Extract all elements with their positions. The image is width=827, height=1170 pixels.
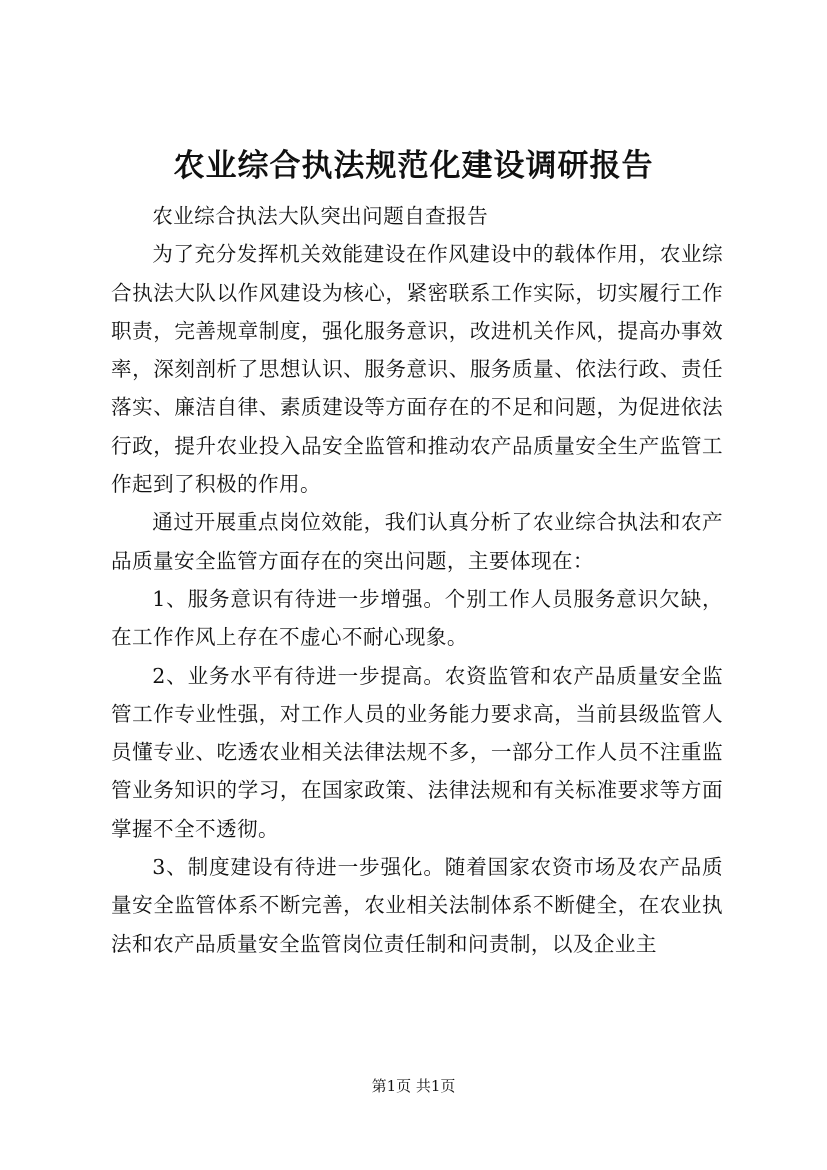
- paragraph-item-2: 2、业务水平有待进一步提高。农资监管和农产品质量安全监管工作专业性强，对工作人员的业务能力要求高，当前县级监管人员懂专业、吃透农业相关法律法规不多，一部分工作人员不注重监管业务知识的学习，在国家政策、法律法规和有关标准要求等方面掌握不全不透彻。: [111, 663, 723, 841]
- page-footer: 第1页 共1页: [371, 1077, 456, 1095]
- paragraph-subtitle: 农业综合执法大队突出问题自查报告: [152, 204, 489, 228]
- paragraph-intro: 为了充分发挥机关效能建设在作风建设中的载体作用，农业综合执法大队以作风建设为核心，紧密联系工作实际，切实履行工作职责，完善规章制度，强化服务意识，改进机关作风，提高办事效率，深刻剖析了思想认识、服务意识、服务质量、依法行政、责任落实、廉洁自律、素质建设等方面存在的不足和问题，为促进依法行政，提升农业投入品安全监管和推动农产品质量安全生产监管工作起到了积极的作用。: [111, 242, 723, 497]
- document-body: [111, 197, 723, 963]
- paragraph-item-3: 3、制度建设有待进一步强化。随着国家农资市场及农产品质量安全监管体系不断完善，农业相关法制体系不断健全，在农业执法和农产品质量安全监管岗位责任制和问责制，以及企业主: [111, 855, 723, 956]
- paragraph-item-1: 1、服务意识有待进一步增强。个别工作人员服务意识欠缺，在工作作风上存在不虚心不耐心现象。: [111, 586, 723, 650]
- paragraph-analysis: 通过开展重点岗位效能，我们认真分析了农业综合执法和农产品质量安全监管方面存在的突出问题，主要体现在：: [111, 510, 723, 573]
- document-title: 农业综合执法规范化建设调研报告: [173, 148, 654, 184]
